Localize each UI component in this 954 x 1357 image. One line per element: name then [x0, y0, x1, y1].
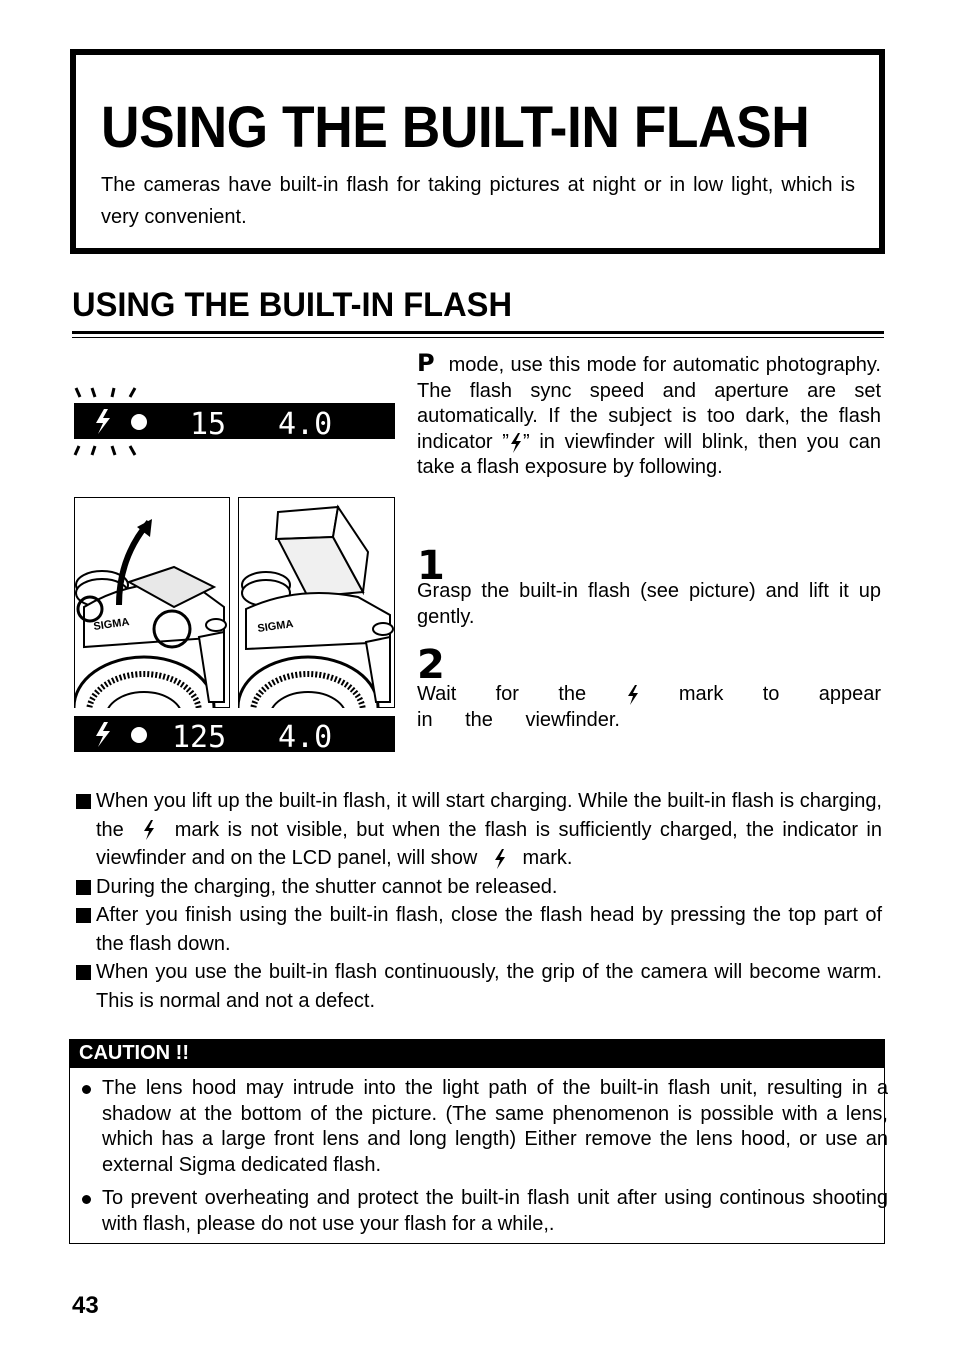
- section-rule: [72, 331, 884, 334]
- mode-letter: P: [417, 349, 435, 377]
- square-bullet-icon: [76, 880, 91, 895]
- flash-mark-icon: [509, 432, 523, 454]
- camera-flash-closed-illustration: [74, 497, 230, 708]
- p-mode-text-a: mode, use this mode for automatic photography. The flash sync speed and aperture are set automatically. If the subject is too dark, the flash indicator ”: [417, 354, 881, 453]
- page-number: 43: [72, 1292, 99, 1319]
- step-1-number: 1: [417, 543, 445, 589]
- caution-title: CAUTION !!: [79, 1042, 189, 1064]
- caution-header: [69, 1039, 885, 1068]
- square-bullet-icon: [76, 965, 91, 980]
- camera-brand-label: SIGMA: [256, 618, 295, 635]
- bullet-dot-icon: [82, 1195, 91, 1204]
- p-mode-paragraph: [417, 351, 881, 481]
- blink-marks-bottom-icon: [72, 444, 142, 457]
- lcd-display-blinking: [74, 403, 395, 439]
- flash-icon: [96, 409, 110, 434]
- intro-text: The cameras have built-in flash for taking pictures at night or in low light, which is very convenient.: [101, 174, 855, 228]
- flash-mark-icon: [142, 819, 156, 841]
- flash-mark-icon: [626, 684, 640, 706]
- section-rule-thin: [72, 337, 884, 338]
- blink-marks-top-icon: [72, 386, 142, 398]
- notes-list: [76, 787, 882, 1015]
- list-item: The lens hood may intrude into the light path of the built-in flash unit, resulting in a shadow at the bottom of the picture. (The same phenomenon is possible with a lens, which has a large front lens and long length) Either remove the lens hood, or use an external Sigma dedicated flash.: [82, 1076, 888, 1178]
- lcd-shutter: 125: [172, 720, 227, 752]
- focus-dot-icon: [131, 727, 147, 743]
- lcd-aperture: 4.0: [278, 720, 333, 752]
- camera-flash-raised-illustration: [238, 497, 395, 708]
- focus-dot-icon: [131, 414, 147, 430]
- list-item: When you lift up the built-in flash, it will start charging. While the built-in flash is charging, the mark is not visible, but when the flash is sufficiently charged, the indicator in viewfinder and on the LCD panel, will show mark.: [76, 787, 882, 873]
- list-item: To prevent overheating and protect the built-in flash unit after using continous shooting with flash, please do not use your flash for a while,.: [82, 1186, 888, 1237]
- lcd-display-ready: [74, 716, 395, 752]
- title-box: [70, 49, 885, 254]
- flash-mark-icon: [493, 848, 507, 870]
- list-item: After you finish using the built-in flash, close the flash head by pressing the top part of the flash down.: [76, 901, 882, 958]
- section-title: USING THE BUILT-IN FLASH: [72, 286, 513, 324]
- step-2-number: 2: [417, 642, 445, 688]
- square-bullet-icon: [76, 794, 91, 809]
- flash-icon: [96, 722, 110, 747]
- lcd-aperture: 4.0: [278, 407, 333, 439]
- step-2-text-b: mark to appear in the viewfinder.: [417, 683, 882, 731]
- camera-brand-label: SIGMA: [92, 616, 131, 633]
- list-item: When you use the built-in flash continuously, the grip of the camera will become warm. This is normal and not a defect.: [76, 958, 882, 1015]
- page-title: USING THE BUILT-IN FLASH: [101, 95, 810, 160]
- square-bullet-icon: [76, 908, 91, 923]
- list-item: During the charging, the shutter cannot be released.: [76, 873, 882, 902]
- bullet-dot-icon: [82, 1085, 91, 1094]
- step-2-text: [417, 682, 881, 733]
- lcd-shutter: 15: [190, 407, 227, 439]
- caution-box: [69, 1068, 888, 1244]
- step-2-text-a: Wait for the: [417, 683, 587, 705]
- p-mode-text-b: ” in viewfinder will blink, then you can take a flash exposure by following.: [417, 430, 882, 479]
- step-1-text: Grasp the built-in flash (see picture) and lift it up gently.: [417, 580, 881, 628]
